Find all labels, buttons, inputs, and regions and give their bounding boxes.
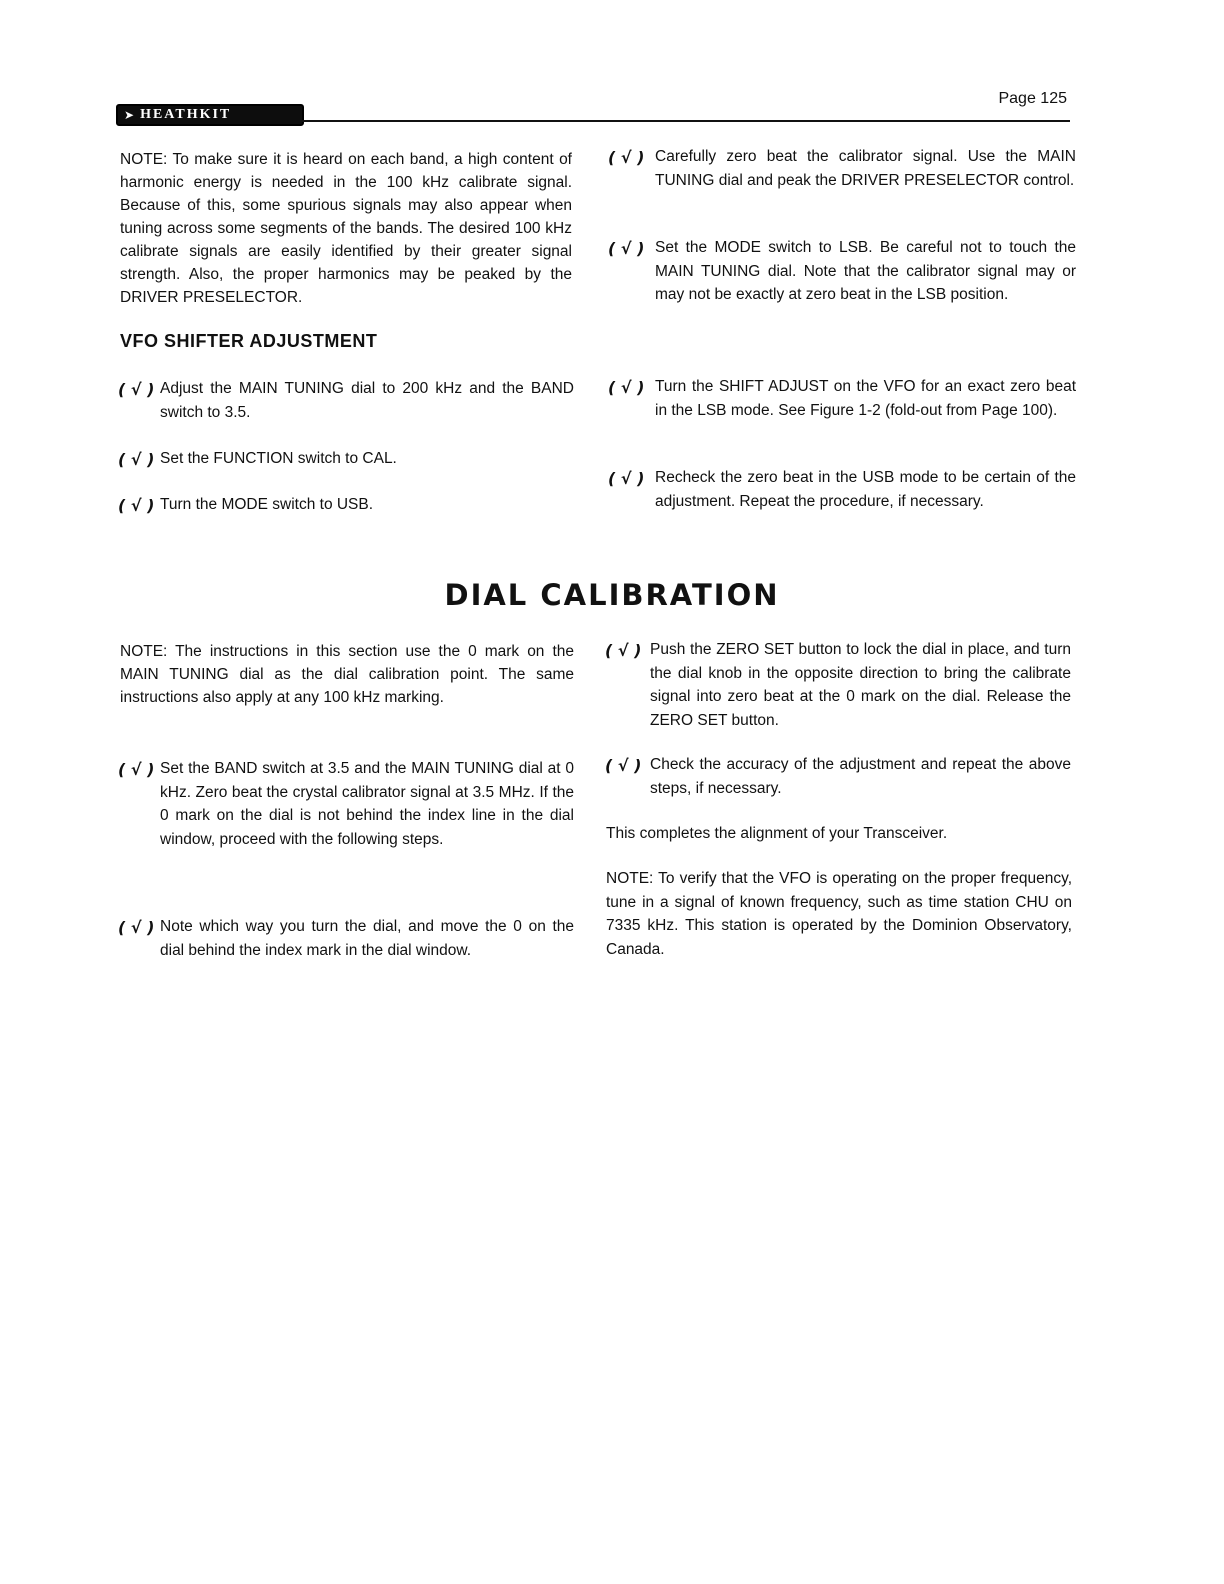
step-text: Carefully zero beat the calibrator signal. Use the MAIN TUNING dial and peak the DRIVER PRESELECTOR control.	[655, 148, 1076, 189]
step-text: Note which way you turn the dial, and move the 0 on the dial behind the index mark in the dial window.	[160, 918, 574, 959]
step-checkbox: ( √ )	[118, 380, 155, 399]
step-text: Set the FUNCTION switch to CAL.	[160, 450, 397, 467]
step-text: Recheck the zero beat in the USB mode to be certain of the adjustment. Repeat the procedure, if necessary.	[655, 469, 1076, 510]
step-checkbox: ( √ )	[605, 641, 642, 660]
step-text: Turn the SHIFT ADJUST on the VFO for an exact zero beat in the LSB mode. See Figure 1-2 (fold-out from Page 100).	[655, 378, 1076, 419]
dial-calibration-note: NOTE: The instructions in this section use the 0 mark on the MAIN TUNING dial as the dial calibration point. The same instructions also apply at any 100 kHz marking.	[120, 643, 574, 706]
step-checkbox: ( √ )	[608, 378, 645, 397]
page-number: Page 125	[998, 90, 1067, 107]
step-text: Turn the MODE switch to USB.	[160, 496, 374, 513]
step-text: Check the accuracy of the adjustment and repeat the above steps, if necessary.	[650, 756, 1071, 797]
step-text: Set the BAND switch at 3.5 and the MAIN TUNING dial at 0 kHz. Zero beat the crystal calibrator signal at 3.5 MHz. If the 0 mark on the dial is not behind the index line in the dial window, proceed with the following steps.	[160, 760, 574, 848]
brand-name: HEATHKIT	[140, 107, 232, 122]
harmonic-note: NOTE: To make sure it is heard on each band, a high content of harmonic energy is needed in the 100 kHz calibrate signal. Because of this, some spurious signals may also appear when tuning across some segments of the bands. The desired 100 kHz calibrate signals are easily identified by their greater signal strength. Also, the proper harmonics may be peaked by the DRIVER PRESELECTOR.	[120, 151, 572, 306]
step-checkbox: ( √ )	[118, 496, 155, 515]
frequency-note: NOTE: To verify that the VFO is operating on the proper frequency, tune in a signal of known frequency, such as time station CHU on 7335 kHz. This station is operated by the Dominion Observatory, Canada.	[606, 870, 1072, 958]
step-checkbox: ( √ )	[118, 760, 155, 779]
step-checkbox: ( √ )	[605, 756, 642, 775]
header-rule	[300, 120, 1070, 122]
logo-arrow-icon: ➤	[124, 108, 135, 122]
left-top-column	[120, 148, 572, 309]
step-text: Push the ZERO SET button to lock the dial in place, and turn the dial knob in the opposite direction to bring the calibrate signal into zero beat at the 0 mark on the dial. Release the ZERO SET button.	[650, 641, 1071, 729]
section-heading-vfo: VFO SHIFTER ADJUSTMENT	[120, 331, 378, 351]
step-checkbox: ( √ )	[118, 918, 155, 937]
completion-text: This completes the alignment of your Transceiver.	[606, 825, 948, 842]
section-title-dial-calibration: DIAL CALIBRATION	[444, 578, 780, 612]
step-text: Adjust the MAIN TUNING dial to 200 kHz and the BAND switch to 3.5.	[160, 380, 574, 421]
left-bottom-column	[120, 640, 574, 709]
step-text: Set the MODE switch to LSB. Be careful not to touch the MAIN TUNING dial. Note that the calibrator signal may or may not be exactly at zero beat in the LSB position.	[655, 239, 1076, 303]
step-checkbox: ( √ )	[608, 239, 645, 258]
step-checkbox: ( √ )	[118, 450, 155, 469]
step-checkbox: ( √ )	[608, 148, 645, 167]
heathkit-logo	[116, 104, 304, 126]
step-checkbox: ( √ )	[608, 469, 645, 488]
